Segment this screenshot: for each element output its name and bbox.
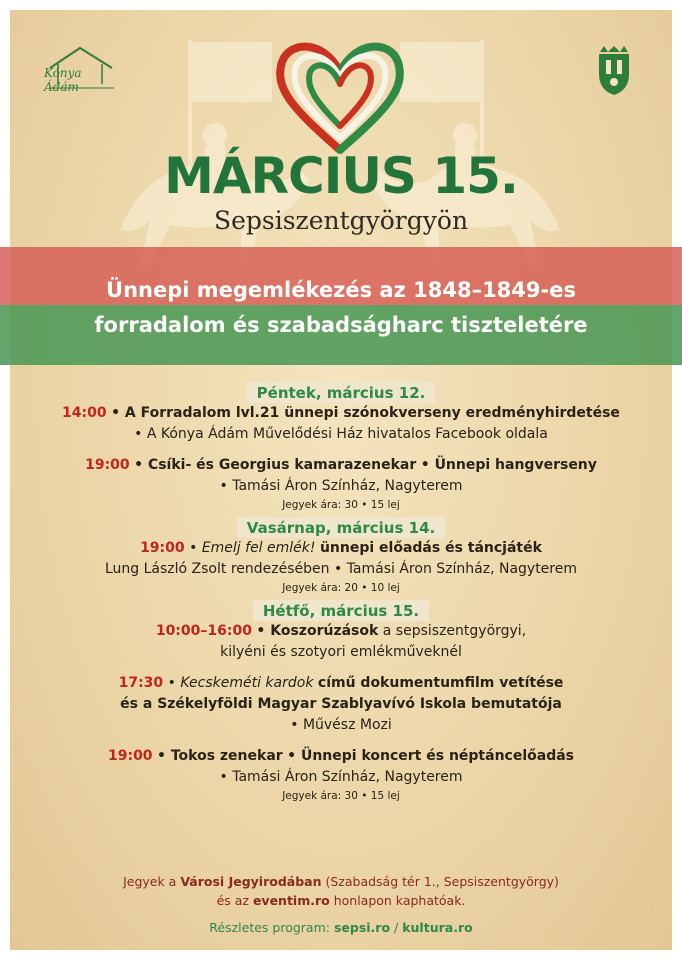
event-title: A Forradalom lvl.21 ünnepi szónokverseny eredményhirdetése <box>124 405 620 421</box>
event-price: Jegyek ára: 30 • 15 lej <box>282 499 400 511</box>
banner-line-2: forradalom és szabadságharc tiszteletére <box>94 313 588 337</box>
program-list <box>0 382 682 804</box>
event-place-row: • Művész Mozi <box>290 717 392 733</box>
event-row: 19:00 • Csíki- és Georgius kamarazenekar • Ünnepi hangverseny <box>85 457 597 473</box>
logo-text: Kónya Ádám <box>44 66 82 94</box>
stamp-edge-bottom <box>10 948 672 960</box>
event-title-2: Ünnepi koncert és néptáncelőadás <box>300 748 574 764</box>
event-time: 17:30 <box>118 675 164 691</box>
event-place-row: Lung László Zsolt rendezésében • Tamási Áron Színház, Nagyterem <box>104 561 577 577</box>
page-subtitle: Sepsiszentgyörgyön <box>213 206 469 235</box>
eventim-link[interactable]: eventim.ro <box>252 893 330 908</box>
event-title-2: és a Székelyföldi Magyar Szablyavívó Iskola bemutatója <box>120 696 562 712</box>
event-price: Jegyek ára: 30 • 15 lej <box>282 790 400 802</box>
banner-line-1: Ünnepi megemlékezés az 1848–1849-es <box>106 278 576 302</box>
event-time: 19:00 <box>107 748 153 764</box>
event-row: 19:00 • Tokos zenekar • Ünnepi koncert és néptáncelőadás <box>107 748 574 764</box>
kultura-link[interactable]: kultura.ro <box>402 920 473 935</box>
event-title: Koszorúzások <box>270 623 379 639</box>
day-heading-1: Péntek, március 12. <box>247 382 436 403</box>
event-row: 17:30 • Kecskeméti kardok című dokumentumfilm vetítése <box>118 675 564 691</box>
event-place: A Kónya Ádám Művelődési Ház hivatalos Facebook oldala <box>146 426 548 442</box>
event-place: Művész Mozi <box>302 717 392 733</box>
tickets-office: Városi Jegyirodában <box>180 874 322 889</box>
event-time: 10:00–16:00 <box>155 623 252 639</box>
tricolor-heart-icon <box>272 38 408 156</box>
event-price: Jegyek ára: 20 • 10 lej <box>282 582 400 594</box>
event-place: Tamási Áron Színház, Nagyterem <box>346 561 577 577</box>
event-detail: a sepsiszentgyörgyi, <box>382 623 527 639</box>
event-place-row: • A Kónya Ádám Művelődési Ház hivatalos Facebook oldala <box>134 426 548 442</box>
event-detail-row: kilyéni és szotyori emlékműveknél <box>220 644 462 660</box>
event-title-italic: Kecskeméti kardok <box>180 675 314 691</box>
event-title: Csíki- és Georgius kamarazenekar <box>147 457 417 473</box>
sepsi-link[interactable]: sepsi.ro <box>333 920 391 935</box>
event-row: 19:00 • Emelj fel emlék! ünnepi előadás és táncjáték <box>140 540 542 556</box>
details-info: Részletes program: sepsi.ro / kultura.ro <box>209 920 473 935</box>
event-place-row: • Tamási Áron Színház, Nagyterem <box>219 769 463 785</box>
event-place: Tamási Áron Színház, Nagyterem <box>232 769 463 785</box>
event-title: Tokos zenekar <box>170 748 283 764</box>
event-place-row: • Tamási Áron Színház, Nagyterem <box>219 478 463 494</box>
day-heading-2: Vasárnap, március 14. <box>237 517 445 538</box>
page-title: MÁRCIUS 15. <box>164 147 518 205</box>
event-director: Lung László Zsolt rendezésében <box>104 561 330 577</box>
event-row: 14:00 • A Forradalom lvl.21 ünnepi szónokverseny eredményhirdetése <box>62 405 620 421</box>
event-title-2: Ünnepi hangverseny <box>434 457 597 473</box>
event-time: 19:00 <box>85 457 130 473</box>
event-time: 14:00 <box>62 405 107 421</box>
event-place: Tamási Áron Színház, Nagyterem <box>232 478 463 494</box>
city-crest-icon <box>596 44 632 96</box>
event-time: 19:00 <box>140 540 185 556</box>
event-title: című dokumentumfilm vetítése <box>317 675 564 691</box>
event-row: 10:00–16:00 • Koszorúzások a sepsiszentgyörgyi, <box>155 623 527 639</box>
tickets-info: Jegyek a Városi Jegyirodában (Szabadság tér 1., Sepsiszentgyörgy) és az eventim.ro honlapon kaphatóak. <box>123 874 559 908</box>
event-title-italic: Emelj fel emlék! <box>201 540 316 556</box>
konya-adam-logo <box>40 44 120 96</box>
day-heading-3: Hétfő, március 15. <box>253 600 429 621</box>
stamp-edge-top <box>10 0 672 12</box>
event-title: ünnepi előadás és táncjáték <box>319 540 542 556</box>
